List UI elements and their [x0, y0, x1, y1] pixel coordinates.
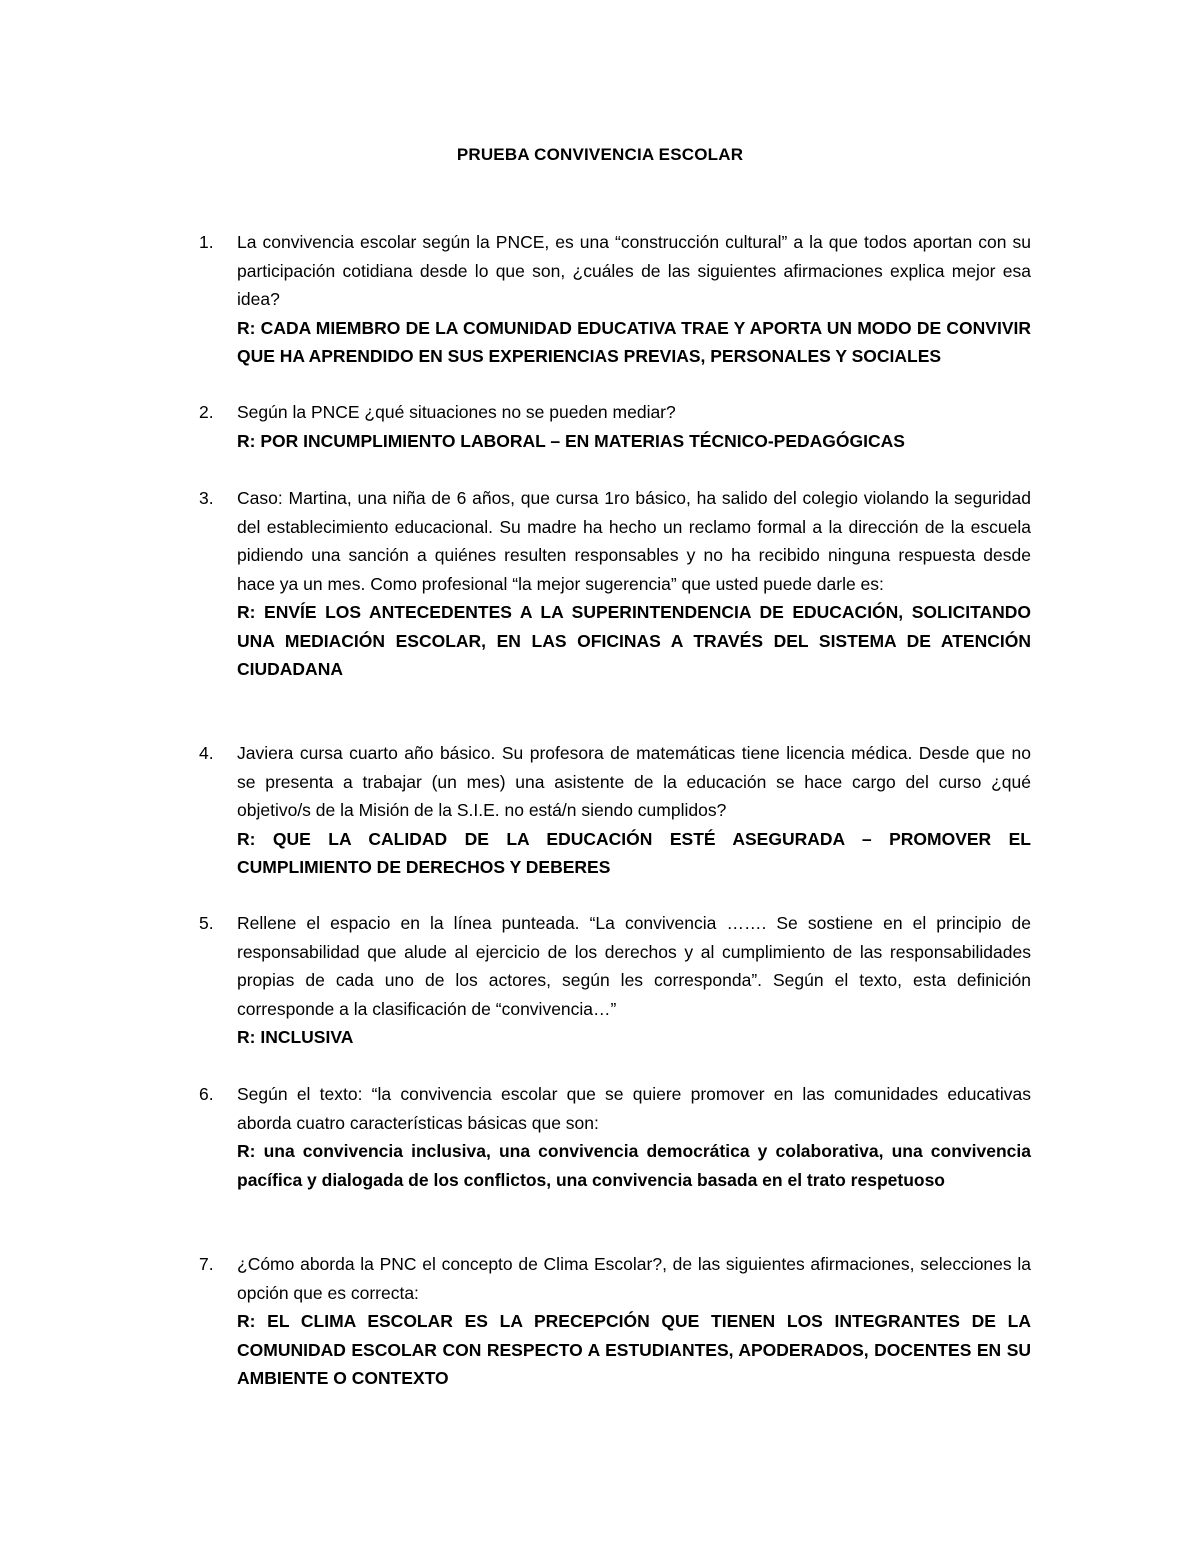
question-prompt: Según el texto: “la convivencia escolar que se quiere promover en las comunidades educativas aborda cuatro características básicas que son:: [237, 1084, 1031, 1133]
question-number: 6.: [199, 1084, 214, 1104]
question-prompt: La convivencia escolar según la PNCE, es una “construcción cultural” a la que todos aportan con su participación cotidiana desde lo que son, ¿cuáles de las siguientes afirmaciones explica mejor esa idea?: [237, 232, 1031, 309]
question-prompt: Rellene el espacio en la línea punteada. “La convivencia ……. Se sostiene en el principio de responsabilidad que alude al ejercicio de los derechos y al cumplimiento de las responsabilidades propias de cada uno de los actores, según les corresponda”. Según el texto, esta definición corresponde a la clasificación de “convivencia…”: [237, 913, 1031, 1019]
question-prompt: Javiera cursa cuarto año básico. Su profesora de matemáticas tiene licencia médica. Desde que no se presenta a trabajar (un mes) una asistente de la educación se hace cargo del curso ¿qué objetivo/s de la Misión de la S.I.E. no está/n siendo cumplidos?: [237, 743, 1031, 820]
question-answer: R: INCLUSIVA: [237, 1027, 354, 1047]
question-number: 3.: [199, 488, 214, 508]
question-answer: R: ENVÍE LOS ANTECEDENTES A LA SUPERINTENDENCIA DE EDUCACIÓN, SOLICITANDO UNA MEDIACIÓN ESCOLAR, EN LAS OFICINAS A TRAVÉS DEL SISTEMA DE ATENCIÓN CIUDADANA: [237, 602, 1031, 679]
question-number: 2.: [199, 402, 214, 422]
question-answer: R: EL CLIMA ESCOLAR ES LA PRECEPCIÓN QUE TIENEN LOS INTEGRANTES DE LA COMUNIDAD ESCOLAR CON RESPECTO A ESTUDIANTES, APODERADOS, DOCENTES EN SU AMBIENTE O CONTEXTO: [237, 1311, 1031, 1388]
document-title: PRUEBA CONVIVENCIA ESCOLAR: [456, 145, 744, 164]
question-number: 4.: [199, 743, 214, 763]
question-answer: R: QUE LA CALIDAD DE LA EDUCACIÓN ESTÉ ASEGURADA – PROMOVER EL CUMPLIMIENTO DE DERECHOS Y DEBERES: [237, 828, 1031, 877]
question-answer: R: una convivencia inclusiva, una convivencia democrática y colaborativa, una convivencia pacífica y dialogada de los conflictos, una convivencia basada en el trato respetuoso: [237, 1141, 1031, 1190]
question-item: [199, 228, 1031, 371]
question-answer: R: POR INCUMPLIMIENTO LABORAL – EN MATERIAS TÉCNICO-PEDAGÓGICAS: [237, 430, 905, 451]
question-item: [199, 484, 1031, 684]
question-item: [199, 398, 1031, 455]
question-prompt: Caso: Martina, una niña de 6 años, que cursa 1ro básico, ha salido del colegio violando la seguridad del establecimiento educacional. Su madre ha hecho un reclamo formal a la dirección de la escuela pidiendo una sanción a quiénes resulten responsables y no ha recibido ninguna respuesta desde hace ya un mes. Como profesional “la mejor sugerencia” que usted puede darle es:: [237, 488, 1031, 594]
question-prompt: Según la PNCE ¿qué situaciones no se pueden mediar?: [237, 402, 676, 422]
question-item: [199, 739, 1031, 882]
question-item: [199, 1250, 1031, 1393]
question-item: [199, 1080, 1031, 1194]
question-prompt: ¿Cómo aborda la PNC el concepto de Clima Escolar?, de las siguientes afirmaciones, selecciones la opción que es correcta:: [237, 1254, 1031, 1303]
question-number: 7.: [199, 1254, 214, 1274]
question-answer: R: CADA MIEMBRO DE LA COMUNIDAD EDUCATIVA TRAE Y APORTA UN MODO DE CONVIVIR QUE HA APRENDIDO EN SUS EXPERIENCIAS PREVIAS, PERSONALES Y SOCIALES: [237, 317, 1031, 366]
question-number: 1.: [199, 232, 214, 252]
question-number: 5.: [199, 913, 214, 933]
question-item: [199, 909, 1031, 1052]
